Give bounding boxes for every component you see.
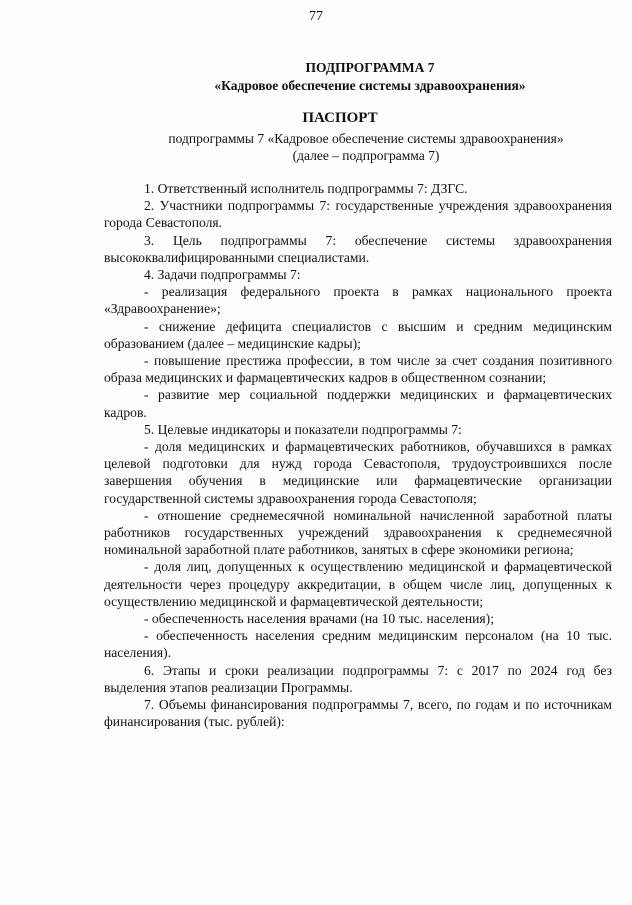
paragraph: 2. Участники подпрограммы 7: государственные учреждения здравоохранения города Севастополя.: [104, 198, 612, 231]
paragraph: 6. Этапы и сроки реализации подпрограммы 7: с 2017 по 2024 год без выделения этапов реализации Программы.: [104, 662, 612, 695]
paragraph: 1. Ответственный исполнитель подпрограммы 7: ДЗГС.: [144, 181, 468, 196]
list-item: - реализация федерального проекта в рамках национального проекта «Здравоохранение»;: [104, 284, 612, 317]
document-body: [104, 180, 612, 731]
list-item: - снижение дефицита специалистов с высшим и средним медицинским образованием (далее – медицинские кадры);: [104, 318, 612, 351]
paragraph: 5. Целевые индикаторы и показатели подпрограммы 7:: [144, 421, 462, 437]
passport-subtitle-line1: подпрограммы 7 «Кадровое обеспечение системы здравоохранения»: [168, 131, 564, 146]
paragraph: 4. Задачи подпрограммы 7:: [144, 267, 301, 283]
list-item: - доля медицинских и фармацевтических работников, обучавшихся в рамках целевой подготовки для нужд города Севастополя, трудоустроившихся после завершения обучения в медицинские или фармацевтические организации государственной системы здравоохранения города Севастополя;: [104, 439, 612, 506]
subprogram-name: «Кадровое обеспечение системы здравоохранения»: [214, 78, 526, 93]
paragraph: 3. Цель подпрограммы 7: обеспечение системы здравоохранения высококвалифицированными специалистами.: [104, 232, 612, 265]
passport-title: ПАСПОРТ: [302, 110, 378, 126]
list-item: - отношение среднемесячной номинальной начисленной заработной платы работников государственных учреждений здравоохранения к среднемесячной номинальной заработной плате работников, занятых в сфере экономики региона;: [104, 507, 612, 558]
list-item: - обеспеченность населения средним медицинским персоналом (на 10 тыс. населения).: [104, 628, 612, 661]
passport-subtitle-line2: (далее – подпрограмма 7): [292, 148, 440, 163]
list-item: - повышение престижа профессии, в том числе за счет создания позитивного образа медицинских и фармацевтических кадров в общественном сознании;: [104, 353, 612, 386]
paragraph: 7. Объемы финансирования подпрограммы 7, всего, по годам и по источникам финансирования (тыс. рублей):: [104, 697, 612, 730]
subprogram-title: ПОДПРОГРАММА 7: [305, 60, 435, 75]
page-number: 77: [309, 9, 323, 24]
passport-subtitle: [0, 130, 632, 164]
list-item: - обеспеченность населения врачами (на 10 тыс. населения);: [144, 611, 494, 627]
list-item: - развитие мер социальной поддержки медицинских и фармацевтических кадров.: [104, 387, 612, 420]
list-item: - доля лиц, допущенных к осуществлению медицинской и фармацевтической деятельности через процедуру аккредитации, в общем числе лиц, допущенных к осуществлению медицинской и фармацевтической деятельности;: [104, 559, 612, 609]
